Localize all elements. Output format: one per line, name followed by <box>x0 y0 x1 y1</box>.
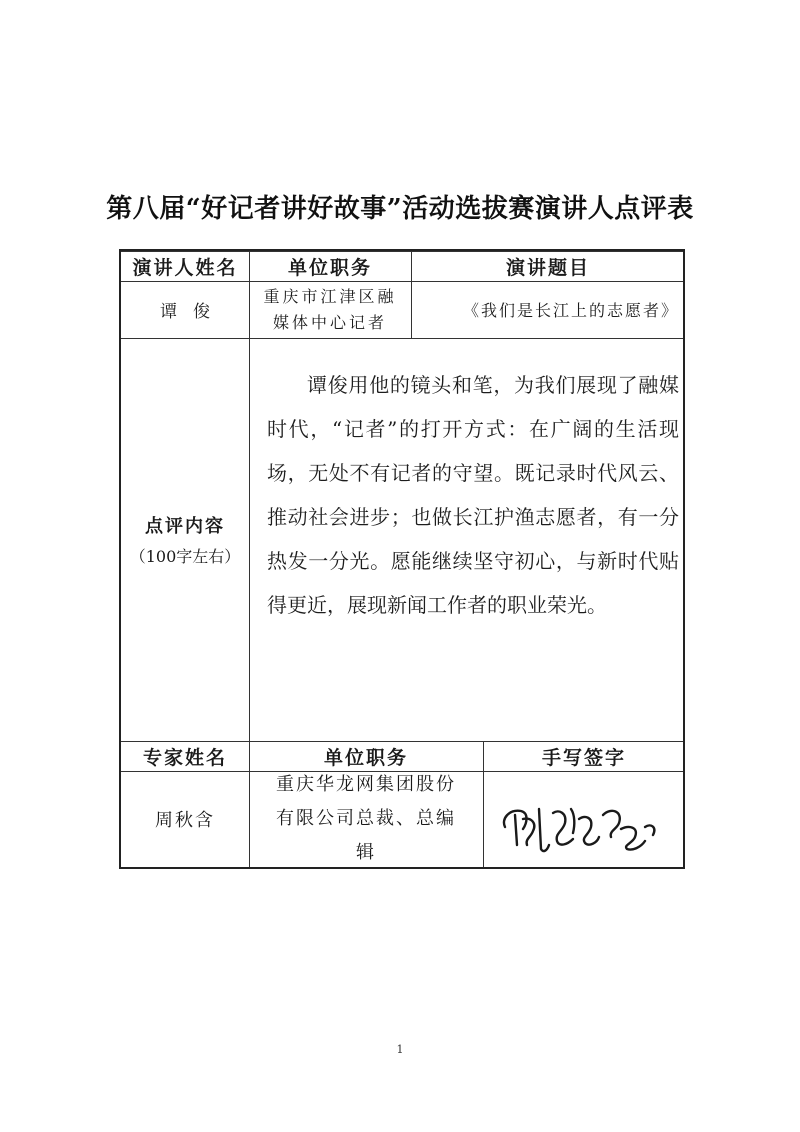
comment-text: 谭俊用他的镜头和笔，为我们展现了融媒时代，“记者”的打开方式：在广阔的生活现场，无处不有记者的守望。既记录时代风云、推动社会进步；也做长江护渔志愿者，有一分热发一分光。愿能继续坚守初心，与新时代贴得更近，展现新闻工作者的职业荣光。 <box>267 373 679 617</box>
document-title: 第八届“好记者讲好故事”活动选拔赛演讲人点评表 <box>106 194 694 224</box>
header-expert-position: 单位职务 <box>323 746 408 769</box>
expert-position: 重庆华龙网集团股份有限公司总裁、总编辑 <box>276 774 456 863</box>
expert-name: 周秋含 <box>155 810 215 831</box>
comment-label-cell <box>121 338 249 741</box>
header-speaker-name: 演讲人姓名 <box>132 256 238 279</box>
handwritten-signature <box>487 779 685 867</box>
comment-label: 点评内容 <box>145 516 225 537</box>
evaluation-form-table <box>119 249 685 869</box>
speaker-position: 重庆市江津区融媒体中心记者 <box>263 286 397 332</box>
header-expert-name: 专家姓名 <box>142 746 227 769</box>
comment-label-note: （100字左右） <box>129 547 241 566</box>
speaker-name: 谭俊 <box>160 302 226 322</box>
signature-scribble-icon <box>487 779 685 867</box>
header-speaker-position: 单位职务 <box>287 256 372 279</box>
speech-topic: 《我们是长江上的志愿者》 <box>462 301 679 320</box>
page-number: 1 <box>396 1043 404 1056</box>
header-speech-topic: 演讲题目 <box>505 256 590 279</box>
header-signature: 手写签字 <box>541 746 626 769</box>
